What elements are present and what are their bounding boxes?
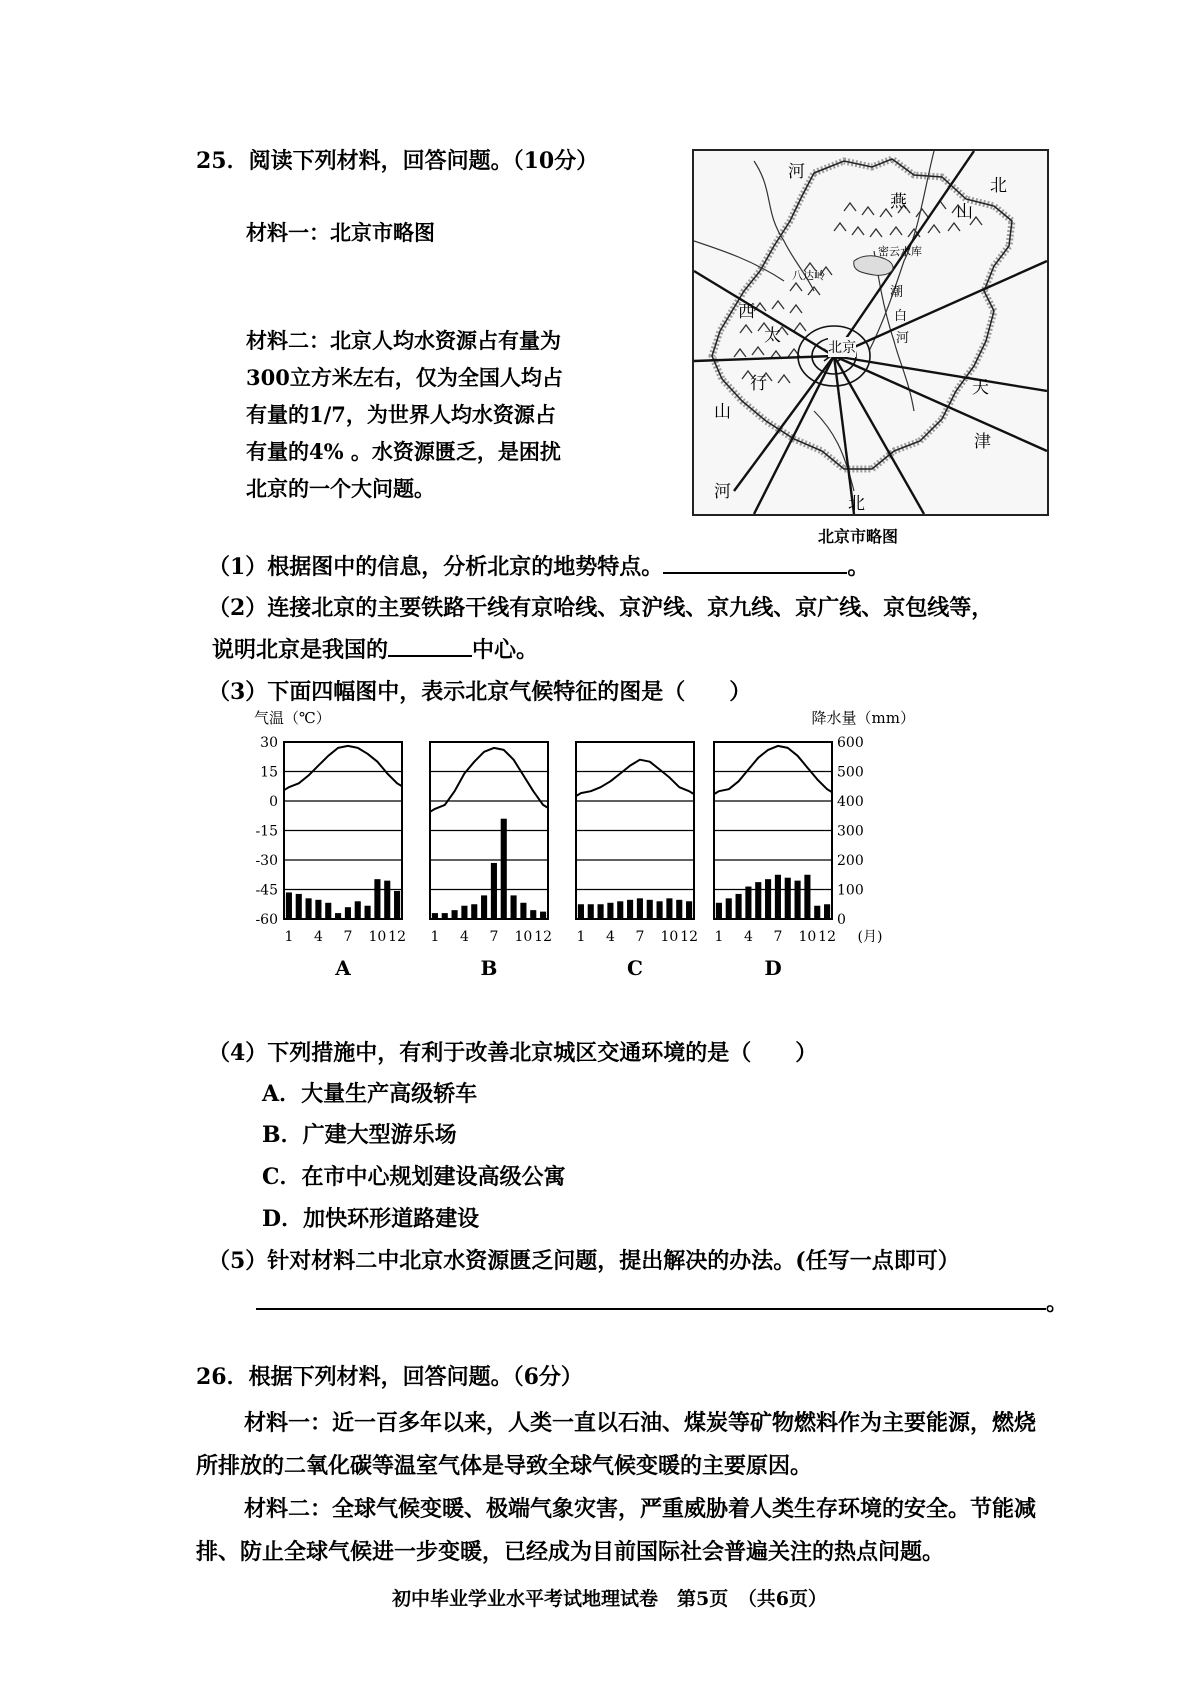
right-tick-label: 300 [837,823,864,840]
x-axis-unit: (月) [857,929,883,945]
q25-sub2-answer-blank [388,635,472,657]
precipitation-bar [511,895,517,919]
precipitation-bar [442,913,448,919]
q25-material2-line: 有量的1/7，为世界人均水资源占 [246,402,556,427]
map-label-he: 河 [788,162,805,182]
left-tick-label: -30 [255,853,278,869]
map-label-he2: 河 [896,331,910,346]
precipitation-bar [491,863,497,919]
q25-sub5-answer-line [256,1288,1068,1318]
climate-charts-svg [252,705,992,995]
precipitation-bar [286,892,292,919]
panel-label: C [627,956,643,980]
precipitation-bar [384,881,390,919]
precipitation-bar [676,900,682,919]
map-caption: 北京市略图 [818,527,899,546]
precipitation-bar [481,895,487,919]
right-tick-label: 400 [837,794,864,810]
q25-sub4: （4）下列措施中，有利于改善北京城区交通环境的是（ ） [208,1040,818,1066]
precipitation-bar [365,906,371,919]
panel-label: D [764,956,782,980]
precipitation-bar [657,901,663,919]
precipitation-bar [520,903,526,919]
map-label-bei2: 北 [848,494,865,514]
precipitation-bar [306,898,312,919]
precipitation-bar [540,912,546,919]
q25-sub2-suffix: 中心。 [472,637,539,663]
q25-sub5-answer-blank [256,1288,1046,1310]
q26-material1-line1: 材料一：近一百多年以来，人类一直以石油、煤炭等矿物燃料作为主要能源，燃烧 [244,1410,1037,1436]
precipitation-bar [394,891,400,919]
q25-sub3: （3）下面四幅图中，表示北京气候特征的图是（ ） [208,679,752,705]
y-axis-label-left: 气温（℃） [254,709,331,727]
x-tick-label: 4 [743,929,753,945]
precipitation-bar [785,878,791,919]
page-footer: 初中毕业学业水平考试地理试卷 第5页 （共6页） [392,1588,827,1610]
x-tick-label: 1 [714,929,724,945]
temperature-line [714,746,832,794]
precipitation-bar [716,903,722,919]
map-label-beijing: 北京 [828,337,856,357]
q25-sub2-prefix: 说明北京是我国的 [212,637,389,663]
left-tick-label: -45 [255,882,278,899]
q25-material2-line: 有量的4% 。水资源匮乏，是困扰 [246,439,561,464]
q25-sub2-line2 [212,635,538,665]
precipitation-bar [666,898,672,919]
right-tick-label: 0 [837,912,846,928]
precipitation-bar [296,894,302,919]
precipitation-bar [804,875,810,919]
map-label-xing: 行 [750,374,767,394]
precipitation-bar [315,900,321,919]
q25-sub4-option-b: B．广建大型游乐场 [262,1122,457,1148]
q25-sub4-option-a: A．大量生产高级轿车 [262,1081,478,1107]
map-label-bei: 北 [990,176,1007,196]
q26-material2-line1: 材料二：全球气候变暖、极端气象灾害，严重威胁着人类生存环境的安全。节能减 [244,1496,1037,1522]
precipitation-bar [598,904,604,919]
precipitation-bar [452,910,458,919]
precipitation-bar [617,901,623,919]
q26-title: 26．根据下列材料，回答问题。（6分） [196,1364,583,1390]
left-tick-label: -60 [255,912,278,928]
right-tick-label: 500 [837,764,864,781]
precipitation-bar [325,903,331,919]
precipitation-bar [471,904,477,919]
map-label-badaling: 八达岭 [792,269,825,282]
precipitation-bar [824,904,830,919]
precipitation-bar [775,875,781,919]
map-label-jin: 津 [974,432,991,452]
temperature-line [430,748,548,812]
precipitation-bar [627,900,633,919]
precipitation-bar [355,901,361,919]
x-tick-label: 4 [459,929,469,945]
map-label-he3: 河 [714,482,731,502]
q25-sub5: （5）针对材料二中北京水资源匮乏问题，提出解决的办法。(任写一点即可） [208,1248,960,1274]
x-tick-label: 10 [660,929,679,945]
precipitation-bar [745,887,751,919]
precipitation-bar [345,907,351,919]
precipitation-bar [530,910,536,919]
left-tick-label: 15 [260,764,278,781]
climate-charts [252,705,992,995]
precipitation-bar [607,903,613,919]
temperature-line [576,760,694,796]
map-label-bai: 白 [894,309,908,324]
precipitation-bar [432,913,438,919]
map-label-miyun-reservoir: 密云水库 [878,245,922,258]
q25-sub4-option-d: D．加快环形道路建设 [262,1206,480,1232]
map-label-tai: 太 [764,326,781,346]
precipitation-bar [755,882,761,919]
precipitation-bar [588,904,594,919]
map-label-shan: 山 [956,202,973,222]
precipitation-bar [374,879,380,919]
q25-material2-line: 材料二：北京人均水资源占有量为 [246,328,561,353]
map-label-chao: 潮 [890,285,904,300]
q25-sub1-suffix: 。 [847,554,870,580]
q25-material2-line: 北京的一个大问题。 [246,476,435,501]
precipitation-bar [736,894,742,919]
beijing-map [692,149,1049,516]
q25-sub2-line1: （2）连接北京的主要铁路干线有京哈线、京沪线、京九线、京广线、京包线等， [208,595,994,621]
x-tick-label: 7 [343,929,353,945]
x-tick-label: 12 [534,929,552,945]
x-tick-label: 10 [798,929,817,945]
temperature-line [284,746,402,790]
q25-sub5-suffix: 。 [1046,1290,1069,1316]
map-label-tian: 天 [972,378,989,398]
precipitation-bar [765,879,771,919]
q25-sub1 [208,552,869,582]
map-label-yan: 燕 [890,192,907,212]
x-tick-label: 4 [313,929,323,945]
precipitation-bar [335,913,341,919]
q25-sub1-answer-blank [663,552,847,574]
precipitation-bar [501,819,507,919]
left-tick-label: 30 [260,735,278,751]
q25-title: 25．阅读下列材料，回答问题。（10分） [196,148,599,174]
precipitation-bar [637,898,643,919]
q25-sub1-prefix: （1）根据图中的信息，分析北京的地势特点。 [208,554,664,580]
q26-material2-line2: 排、防止全球气候进一步变暖，已经成为目前国际社会普遍关注的热点问题。 [196,1539,945,1565]
precipitation-bar [686,901,692,919]
precipitation-bar [795,881,801,919]
x-tick-label: 12 [388,929,406,945]
precipitation-bar [647,900,653,919]
map-label-xi: 西 [738,302,755,322]
right-tick-label: 600 [837,735,864,751]
panel-label: A [335,956,351,980]
precipitation-bar [578,904,584,919]
map-label-shan2: 山 [714,402,731,422]
x-tick-label: 1 [284,929,294,945]
q26-material1-line2: 所排放的二氧化碳等温室气体是导致全球气候变暖的主要原因。 [196,1453,813,1479]
precipitation-bar [814,906,820,919]
y-axis-label-right: 降水量（mm） [811,709,915,727]
x-tick-label: 4 [605,929,615,945]
x-tick-label: 1 [430,929,440,945]
right-tick-label: 100 [837,882,864,899]
q25-material1: 材料一：北京市略图 [246,220,435,245]
q25-material2-line: 300立方米左右，仅为全国人均占 [246,365,563,390]
x-tick-label: 7 [489,929,499,945]
x-tick-label: 10 [368,929,387,945]
x-tick-label: 12 [818,929,836,945]
precipitation-bar [461,906,467,919]
x-tick-label: 7 [635,929,645,945]
x-tick-label: 10 [514,929,533,945]
right-tick-label: 200 [837,853,864,869]
x-tick-label: 7 [773,929,783,945]
left-tick-label: -15 [255,823,278,840]
x-tick-label: 12 [680,929,698,945]
x-tick-label: 1 [576,929,586,945]
left-tick-label: 0 [269,794,278,810]
panel-label: B [480,956,498,980]
q25-sub4-option-c: C．在市中心规划建设高级公寓 [262,1164,566,1190]
beijing-map-drawing [694,151,1047,514]
precipitation-bar [726,898,732,919]
